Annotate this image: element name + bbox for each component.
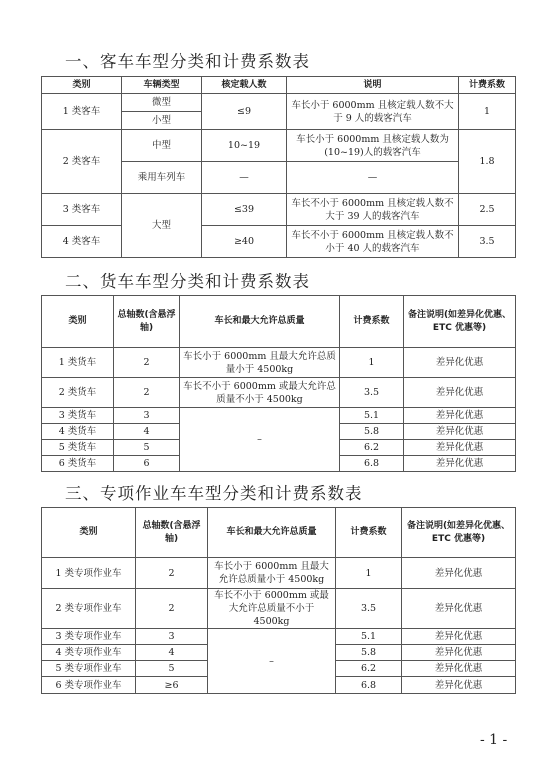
- header-axles: 总轴数(含悬浮轴): [114, 296, 180, 348]
- table-cell: 6.8: [336, 677, 402, 694]
- table-cell: 2: [114, 378, 180, 408]
- table-cell: 3.5: [459, 226, 516, 258]
- table-cell: 车长小于 6000mm 且核定载人数为(10~19)人的载客汽车: [287, 130, 459, 162]
- table-cell: 4: [114, 424, 180, 440]
- table-cell: 2: [114, 348, 180, 378]
- table-cell: 差异化优惠: [402, 629, 516, 645]
- table-cell: 差异化优惠: [404, 456, 516, 472]
- special-vehicle-table: [41, 507, 516, 694]
- header-category: 类别: [42, 508, 136, 558]
- header-category: 类别: [42, 77, 122, 94]
- table-cell: 车长不小于 6000mm 且核定载人数不大于 39 人的载客汽车: [287, 194, 459, 226]
- table-cell: 3 类专项作业车: [42, 629, 136, 645]
- header-remarks: 备注说明(如差异化优惠、ETC 优惠等): [404, 296, 516, 348]
- table-cell: 1: [459, 94, 516, 130]
- table-cell: 2 类货车: [42, 378, 114, 408]
- table-cell: 车长不小于 6000mm 或最大允许总质量不小于 4500kg: [180, 378, 340, 408]
- table-cell: 6: [114, 456, 180, 472]
- table-cell: 4: [136, 645, 208, 661]
- table-cell: 车长小于 6000mm 且核定载人数不大于 9 人的载客汽车: [287, 94, 459, 130]
- table-cell: 5: [136, 661, 208, 677]
- table-cell: 5.1: [336, 629, 402, 645]
- table-cell: 10~19: [202, 130, 287, 162]
- table3-title: 三、专项作业车车型分类和计费系数表: [65, 484, 363, 503]
- header-vehicle-type: 车辆类型: [122, 77, 202, 94]
- table-cell: ≥40: [202, 226, 287, 258]
- table-cell: ≤39: [202, 194, 287, 226]
- table-cell: 差异化优惠: [402, 558, 516, 589]
- passenger-vehicle-table: [41, 76, 516, 258]
- table-cell: 5 类专项作业车: [42, 661, 136, 677]
- header-category: 类别: [42, 296, 114, 348]
- table-cell: 车长小于 6000mm 且最大允许总质量小于 4500kg: [208, 558, 336, 589]
- table-cell: 2: [136, 558, 208, 589]
- table-cell: 差异化优惠: [402, 589, 516, 629]
- table-cell: 3 类客车: [42, 194, 122, 226]
- table-cell: 5 类货车: [42, 440, 114, 456]
- table-cell: 乘用车列车: [122, 162, 202, 194]
- table-cell: 差异化优惠: [402, 677, 516, 694]
- table-cell: 1 类货车: [42, 348, 114, 378]
- table-cell: 2 类客车: [42, 130, 122, 194]
- table-cell: 1: [340, 348, 404, 378]
- table-cell: 车长不小于 6000mm 且核定载人数不小于 40 人的载客汽车: [287, 226, 459, 258]
- header-coefficient: 计费系数: [340, 296, 404, 348]
- table-cell: 4 类货车: [42, 424, 114, 440]
- table-cell: 6 类专项作业车: [42, 677, 136, 694]
- table-cell: –: [180, 408, 340, 472]
- table-cell: 4 类客车: [42, 226, 122, 258]
- table-cell: 1 类专项作业车: [42, 558, 136, 589]
- table-cell: 2.5: [459, 194, 516, 226]
- table-cell: 5.8: [336, 645, 402, 661]
- table-cell: 微型: [122, 94, 202, 112]
- header-length-mass: 车长和最大允许总质量: [208, 508, 336, 558]
- table-cell: ≥6: [136, 677, 208, 694]
- table-cell: 3: [136, 629, 208, 645]
- header-remarks: 备注说明(如差异化优惠、ETC 优惠等): [402, 508, 516, 558]
- table-cell: ≤9: [202, 94, 287, 130]
- table2-title: 二、货车车型分类和计费系数表: [65, 272, 310, 291]
- table-cell: 1: [336, 558, 402, 589]
- header-coefficient: 计费系数: [459, 77, 516, 94]
- truck-table: [41, 295, 516, 472]
- table-cell: 3 类货车: [42, 408, 114, 424]
- table-cell: –: [208, 629, 336, 694]
- table-cell: —: [287, 162, 459, 194]
- table-cell: 5.8: [340, 424, 404, 440]
- table-cell: 小型: [122, 112, 202, 130]
- table-cell: 差异化优惠: [404, 348, 516, 378]
- table-cell: —: [202, 162, 287, 194]
- table-cell: 6.2: [336, 661, 402, 677]
- table-cell: 2 类专项作业车: [42, 589, 136, 629]
- table-cell: 差异化优惠: [402, 661, 516, 677]
- table-cell: 差异化优惠: [404, 440, 516, 456]
- table-cell: 6 类货车: [42, 456, 114, 472]
- table-cell: 中型: [122, 130, 202, 162]
- header-coefficient: 计费系数: [336, 508, 402, 558]
- table-cell: 1 类客车: [42, 94, 122, 130]
- table-cell: 差异化优惠: [404, 408, 516, 424]
- table-cell: 6.8: [340, 456, 404, 472]
- table-cell: 3.5: [340, 378, 404, 408]
- table-cell: 差异化优惠: [402, 645, 516, 661]
- header-description: 说明: [287, 77, 459, 94]
- table-cell: 4 类专项作业车: [42, 645, 136, 661]
- table-cell: 5.1: [340, 408, 404, 424]
- table-cell: 5: [114, 440, 180, 456]
- table-cell: 车长不小于 6000mm 或最大允许总质量不小于 4500kg: [208, 589, 336, 629]
- header-length-mass: 车长和最大允许总质量: [180, 296, 340, 348]
- table-cell: 差异化优惠: [404, 378, 516, 408]
- table-cell: 2: [136, 589, 208, 629]
- table-cell: 1.8: [459, 130, 516, 194]
- header-seats: 核定载人数: [202, 77, 287, 94]
- table-cell: 车长小于 6000mm 且最大允许总质量小于 4500kg: [180, 348, 340, 378]
- table-cell: 差异化优惠: [404, 424, 516, 440]
- table-cell: 3.5: [336, 589, 402, 629]
- table-cell: 大型: [122, 194, 202, 258]
- table-cell: 3: [114, 408, 180, 424]
- table-cell: 6.2: [340, 440, 404, 456]
- page-number: - 1 -: [480, 732, 508, 748]
- table1-title: 一、客车车型分类和计费系数表: [65, 52, 310, 71]
- header-axles: 总轴数(含悬浮轴): [136, 508, 208, 558]
